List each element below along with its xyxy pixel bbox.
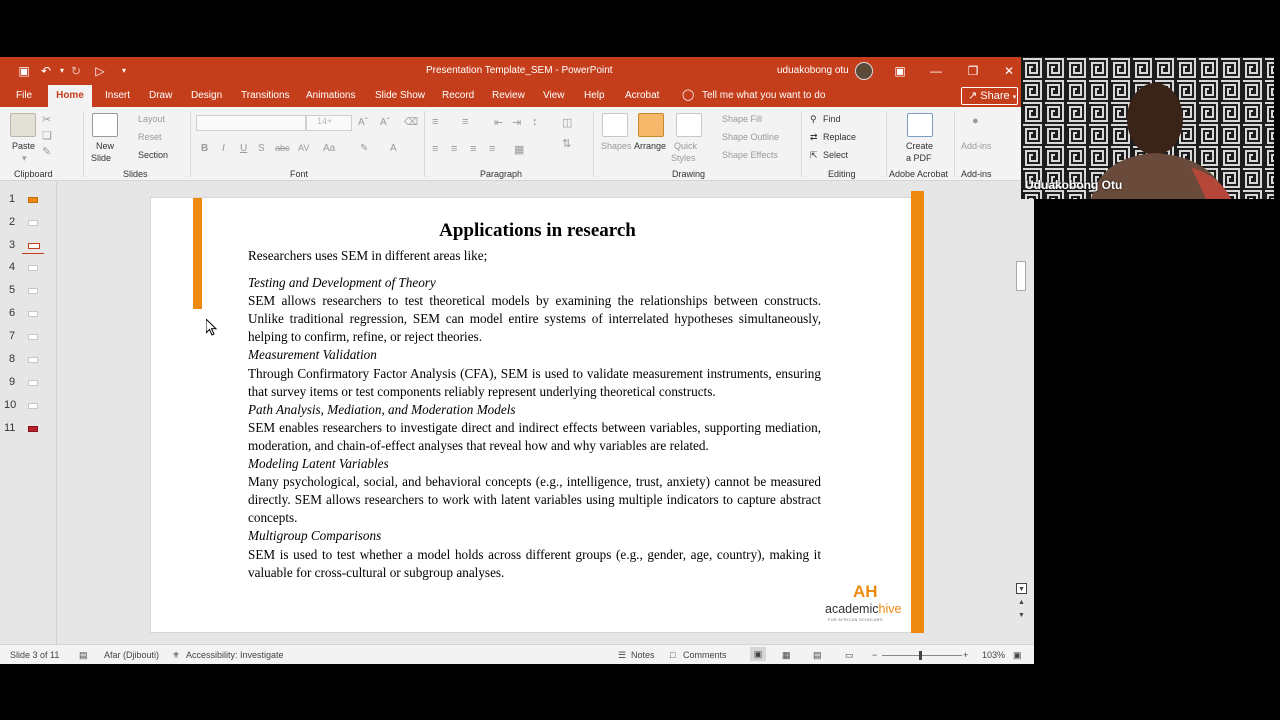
thumbnail-number[interactable]: 6: [9, 307, 16, 319]
group-label-font: Font: [290, 169, 309, 179]
spelling-icon[interactable]: ▤: [79, 650, 88, 660]
minimize-icon[interactable]: —: [930, 64, 942, 78]
logo-mark: AH: [853, 582, 878, 601]
replace-button[interactable]: Replace: [823, 132, 857, 142]
slide-title[interactable]: Applications in research: [439, 220, 636, 241]
thumbnail-number[interactable]: 2: [9, 216, 16, 228]
language-indicator[interactable]: Afar (Djibouti): [104, 650, 160, 660]
bullets-icon: ≡: [432, 116, 439, 128]
accessibility-icon: ⚜: [172, 650, 181, 660]
scroll-down-icon[interactable]: ▼: [1016, 583, 1027, 594]
zoom-out-icon[interactable]: −: [872, 650, 878, 660]
zoom-slider-thumb[interactable]: [919, 651, 922, 660]
slide-thumbnail[interactable]: [28, 403, 38, 409]
restore-icon[interactable]: ❐: [967, 64, 979, 78]
left-accent-bar: [193, 198, 202, 309]
shape-effects-button: Shape Effects: [722, 150, 778, 160]
slide-sorter-icon[interactable]: ▦: [782, 650, 791, 660]
intro-text: Researchers uses SEM in different areas like;: [248, 248, 488, 263]
share-label: Share: [980, 90, 1010, 102]
undo-icon[interactable]: ↶: [40, 64, 52, 78]
char-spacing-icon: AV: [298, 143, 310, 153]
group-label-paragraph: Paragraph: [480, 169, 523, 179]
notes-button[interactable]: Notes: [631, 650, 655, 660]
group-divider: [190, 111, 191, 177]
fit-to-window-icon[interactable]: ▣: [1013, 650, 1022, 660]
group-divider: [954, 111, 955, 177]
change-case-icon: Aa: [323, 143, 336, 154]
tab-animations[interactable]: Animations: [306, 90, 356, 101]
section-heading: Testing and Development of Theory: [248, 275, 436, 291]
font-color-icon: A: [390, 143, 397, 154]
group-label-clipboard: Clipboard: [14, 169, 53, 179]
share-icon: ↗: [968, 90, 978, 102]
quick-styles-icon: [676, 113, 702, 137]
select-button[interactable]: Select: [823, 150, 849, 160]
group-divider: [593, 111, 594, 177]
font-size-combo: 14+: [306, 115, 352, 131]
person-head: [1127, 83, 1183, 155]
slide-counter: Slide 3 of 11: [10, 650, 60, 660]
current-slide[interactable]: [150, 197, 923, 633]
align-left-icon: ≡: [432, 143, 439, 155]
strikethrough-icon: abc: [275, 143, 290, 153]
group-divider: [83, 111, 84, 177]
italic-icon: I: [222, 143, 225, 154]
document-title: Presentation Template_SEM - PowerPoint: [426, 65, 613, 76]
normal-view-icon[interactable]: ▣: [750, 647, 766, 661]
mouse-cursor-icon: [206, 319, 218, 337]
tab-review[interactable]: Review: [492, 90, 525, 101]
section-text: Many psychological, social, and behavioral concepts (e.g., intelligence, trust, anxiety) cannot be measured directly. SEM allows researchers to work with latent variables using multiple indicators to capture abstract concepts.: [248, 474, 821, 526]
powerpoint-window: [0, 57, 1034, 664]
section-button[interactable]: Section: [138, 150, 169, 160]
text-direction-icon: ⇅: [562, 138, 572, 150]
autosave-icon[interactable]: ▣: [18, 64, 30, 78]
previous-slide-icon[interactable]: ▲: [1018, 599, 1025, 606]
tab-view[interactable]: View: [543, 90, 565, 101]
format-painter-icon[interactable]: ✎: [42, 146, 52, 158]
account-name[interactable]: uduakobong otu: [777, 65, 849, 76]
underline-icon: U: [240, 143, 248, 154]
shape-fill-button: Shape Fill: [722, 114, 763, 124]
quick-styles-label: Quick: [674, 141, 698, 151]
section-heading: Multigroup Comparisons: [248, 528, 382, 544]
logo-word-hive: hive: [878, 602, 902, 616]
group-label-acrobat: Adobe Acrobat: [889, 169, 949, 179]
paste-label: Paste: [12, 141, 36, 151]
highlight-icon: ✎: [360, 143, 369, 154]
scrollbar-thumb[interactable]: [1016, 261, 1026, 291]
columns-icon: ◫: [562, 117, 573, 129]
title-bar: [0, 57, 1034, 85]
tab-help[interactable]: Help: [584, 90, 605, 101]
find-button[interactable]: Find: [823, 114, 841, 124]
notes-icon: ☰: [618, 650, 627, 660]
thumbnail-number[interactable]: 9: [9, 376, 16, 388]
line-spacing-icon: ↕: [532, 116, 538, 128]
tell-me-search[interactable]: Tell me what you want to do: [702, 90, 826, 101]
section-text: Through Confirmatory Factor Analysis (CFA), SEM is used to validate measurement instruments, ensuring that survey items or test components reliably represent underlying theoretical constructs.: [248, 365, 821, 399]
shapes-icon: [602, 113, 628, 137]
arrange-icon[interactable]: [638, 113, 664, 137]
zoom-slider[interactable]: [882, 655, 962, 656]
tab-insert[interactable]: Insert: [105, 90, 131, 101]
logo-tagline: FOR AFRICAN SCHOLARS: [828, 618, 883, 622]
copy-icon[interactable]: ❏: [42, 130, 52, 142]
cut-icon[interactable]: ✂: [42, 114, 52, 126]
create-pdf-icon[interactable]: [907, 113, 933, 137]
group-label-drawing: Drawing: [672, 169, 706, 179]
reading-view-icon[interactable]: ▤: [813, 650, 822, 660]
tab-transitions[interactable]: Transitions: [241, 90, 290, 101]
accessibility-status[interactable]: Accessibility: Investigate: [186, 650, 284, 660]
zoom-level[interactable]: 103%: [982, 650, 1006, 660]
slide-thumbnail[interactable]: [28, 380, 38, 386]
tab-acrobat[interactable]: Acrobat: [625, 90, 660, 101]
insertion-marker: [22, 253, 44, 254]
group-divider: [424, 111, 425, 177]
new-slide-icon[interactable]: [92, 113, 118, 137]
tab-slide-show[interactable]: Slide Show: [375, 90, 426, 101]
slide-thumbnail[interactable]: [28, 357, 38, 363]
search-icon: ⚲: [810, 114, 817, 124]
comments-button[interactable]: Comments: [683, 650, 727, 660]
right-accent-bar: [911, 191, 924, 633]
zoom-in-icon[interactable]: +: [963, 650, 969, 660]
avatar[interactable]: [855, 62, 873, 80]
thumbnail-number[interactable]: 3: [9, 239, 16, 251]
thumbnail-number[interactable]: 4: [9, 261, 16, 273]
slide-body-textbox[interactable]: [248, 247, 821, 582]
lightbulb-icon: ◯: [682, 89, 695, 101]
new-slide-label[interactable]: New: [96, 141, 115, 151]
replace-icon: ⇄: [810, 132, 818, 142]
thumbnail-number[interactable]: 7: [9, 330, 16, 342]
addins-button: Add-ins: [961, 141, 992, 151]
select-icon: ⇱: [810, 150, 818, 160]
logo-word-academic: academic: [825, 602, 879, 616]
academichive-logo: [823, 580, 917, 624]
thumbnail-number[interactable]: 10: [4, 399, 17, 411]
slide-thumbnail[interactable]: [28, 311, 38, 317]
customize-toolbar-icon[interactable]: ▾: [121, 66, 126, 75]
layout-button: Layout: [138, 114, 166, 124]
slide-thumbnail-selected[interactable]: [28, 243, 40, 249]
section-text: SEM enables researchers to investigate direct and indirect effects between variables, supporting mediation, moderation, and chain-of-effect analyses that reveal how and why variables are related.: [248, 419, 821, 453]
participant-name: Uduakobong Otu: [1025, 178, 1123, 192]
ribbon-display-options-icon[interactable]: ▣: [894, 64, 906, 78]
thumbnail-number[interactable]: 11: [4, 422, 16, 434]
comments-icon: □: [670, 650, 676, 660]
shapes-label: Shapes: [601, 141, 632, 151]
increase-indent-icon: ⇥: [512, 117, 522, 129]
group-divider: [886, 111, 887, 177]
slide-thumbnails-pane: [0, 182, 57, 644]
status-bar: [0, 644, 1034, 664]
new-slide-label-2[interactable]: Slide: [91, 153, 112, 163]
slide-editor: [58, 182, 1015, 644]
quick-styles-label-2: Styles: [671, 153, 696, 163]
clear-formatting-icon: ⌫: [404, 117, 419, 128]
slide-thumbnail[interactable]: [28, 288, 38, 294]
increase-font-icon: Aˆ: [358, 117, 368, 128]
thumbnail-number[interactable]: 8: [9, 353, 16, 365]
slide-thumbnail[interactable]: [28, 426, 38, 432]
tab-home[interactable]: Home: [48, 85, 92, 107]
addins-icon: ●: [972, 115, 979, 127]
start-slideshow-icon[interactable]: ▷: [95, 64, 105, 78]
font-name-combo: [196, 115, 306, 131]
webcam-overlay: [1021, 57, 1274, 199]
create-pdf-label-2[interactable]: a PDF: [906, 153, 932, 163]
slideshow-view-icon[interactable]: ▭: [845, 650, 854, 660]
shadow-icon: S: [258, 143, 265, 154]
shape-outline-button: Shape Outline: [722, 132, 780, 142]
decrease-indent-icon: ⇤: [494, 117, 504, 129]
slide-thumbnail[interactable]: [28, 265, 38, 271]
redo-icon: ↻: [70, 64, 82, 78]
reset-button: Reset: [138, 132, 162, 142]
tab-record[interactable]: Record: [442, 90, 475, 101]
thumbnail-number[interactable]: 1: [9, 193, 16, 205]
close-icon[interactable]: ✕: [1003, 64, 1015, 78]
group-label-slides: Slides: [123, 169, 148, 179]
columns-2-icon: ▦: [514, 144, 525, 156]
vertical-scrollbar[interactable]: [1015, 182, 1028, 644]
slide-thumbnail[interactable]: [28, 220, 38, 226]
decrease-font-icon: Aˇ: [380, 117, 390, 128]
tab-draw[interactable]: Draw: [149, 90, 173, 101]
section-heading: Measurement Validation: [248, 347, 377, 363]
align-center-icon: ≡: [451, 143, 458, 155]
chevron-down-icon[interactable]: ▾: [22, 153, 27, 163]
arrange-label[interactable]: Arrange: [634, 141, 667, 151]
group-label-editing: Editing: [828, 169, 856, 179]
tab-file[interactable]: File: [16, 90, 33, 101]
next-slide-icon[interactable]: ▼: [1018, 612, 1025, 619]
tab-design[interactable]: Design: [191, 90, 223, 101]
create-pdf-label[interactable]: Create: [906, 141, 934, 151]
ribbon-home: [0, 107, 1034, 181]
ribbon-tabs: [0, 85, 1034, 107]
align-right-icon: ≡: [470, 143, 477, 155]
paste-icon[interactable]: [10, 113, 36, 137]
bold-icon: B: [201, 143, 209, 154]
share-button[interactable]: [961, 87, 1018, 105]
group-divider: [801, 111, 802, 177]
thumbnail-number[interactable]: 5: [9, 284, 16, 296]
section-heading: Path Analysis, Mediation, and Moderation Models: [248, 401, 516, 417]
section-heading: Modeling Latent Variables: [248, 456, 389, 472]
group-label-addins: Add-ins: [961, 169, 992, 179]
logo-wordmark: [825, 602, 901, 616]
slide-thumbnail[interactable]: [28, 334, 38, 340]
numbering-icon: ≡: [462, 116, 469, 128]
slide-thumbnail[interactable]: [28, 197, 38, 203]
justify-icon: ≡: [489, 143, 496, 155]
section-text: SEM allows researchers to test theoretical models by examining the relationships between constructs. Unlike traditional regression, SEM can model entire systems of interrelated hypotheses simultaneously, helping to confirm, refine, or reject theories.: [248, 293, 821, 345]
undo-dropdown-icon[interactable]: ▾: [59, 66, 64, 75]
chevron-down-icon: ▾: [1012, 94, 1017, 101]
section-text: SEM is used to test whether a model holds across different groups (e.g., gender, age, country), making it valuable for cross-cultural or subgroup analyses.: [248, 546, 821, 580]
